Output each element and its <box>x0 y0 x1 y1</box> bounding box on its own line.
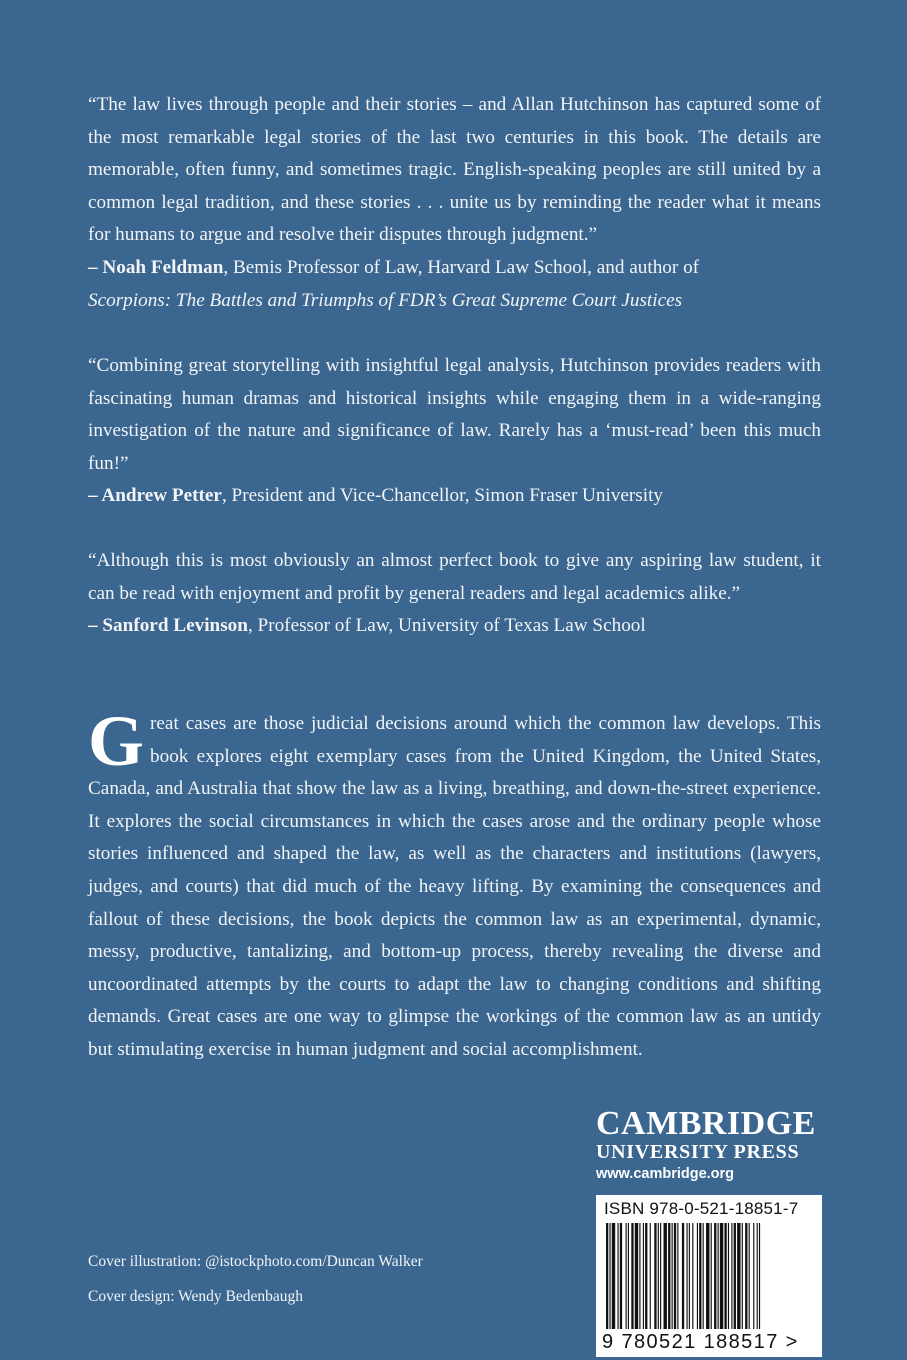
barcode-bar <box>720 1223 723 1329</box>
book-description <box>88 701 821 1067</box>
quote-attribution <box>88 610 821 643</box>
quote-levinson <box>88 545 821 643</box>
quote-petter <box>88 350 821 513</box>
quote-text: “The law lives through people and their stories – and Allan Hutchinson has captured some of the most remarkable legal stories of the last two centuries in this book. The details are memorable, often funny, and sometimes tragic. English-speaking peoples are still united by a common legal tradition, and these stories . . . unite us by reminding the reader what it means for humans to argue and resolve their disputes through judgment.” <box>88 94 821 246</box>
barcode-bar <box>635 1223 638 1329</box>
publisher-name: CAMBRIDGE <box>596 1105 816 1142</box>
barcode-bar <box>742 1223 743 1329</box>
barcode-bar <box>654 1223 656 1329</box>
barcode-bar <box>724 1223 726 1329</box>
barcode-bar <box>677 1223 678 1329</box>
barcode-bar <box>759 1223 760 1329</box>
publisher-press: UNIVERSITY PRESS <box>596 1141 800 1163</box>
barcode-bar <box>672 1223 673 1329</box>
barcode-bar <box>668 1223 670 1329</box>
barcode-bar <box>687 1223 688 1329</box>
barcode-bar <box>674 1223 676 1329</box>
barcode-bar <box>645 1223 647 1329</box>
barcode-bar <box>699 1223 701 1329</box>
cover-design-credit: Cover design: Wendy Bedenbaugh <box>88 1288 303 1305</box>
attribution-name: Andrew Petter <box>101 485 222 507</box>
barcode-bar <box>643 1223 644 1329</box>
barcode-bar <box>682 1223 684 1329</box>
attribution-name: Noah Feldman <box>102 256 224 278</box>
barcode-bar <box>718 1223 719 1329</box>
drop-cap: G <box>88 701 145 781</box>
publisher-url: www.cambridge.org <box>596 1166 735 1182</box>
barcode-bar <box>639 1223 640 1329</box>
barcode-bar <box>714 1223 716 1329</box>
barcode-bar <box>697 1223 698 1329</box>
barcode-bar <box>650 1223 651 1329</box>
attribution-role: , Professor of Law, University of Texas Law School <box>247 615 646 637</box>
barcode-bar <box>609 1223 610 1329</box>
barcode-bar <box>711 1223 712 1329</box>
attribution-dash: – <box>88 256 103 278</box>
attribution-book-title: Scorpions: The Battles and Triumphs of FDR’s Great Supreme Court Justices <box>88 289 683 311</box>
attribution-role: , President and Vice-Chancellor, Simon Fraser University <box>221 485 664 507</box>
quote-feldman <box>88 89 821 317</box>
attribution-dash: – <box>88 485 102 507</box>
barcode-bar <box>606 1223 608 1329</box>
barcode-bar <box>731 1223 732 1329</box>
barcode-bar <box>757 1223 758 1329</box>
barcode-bar <box>703 1223 704 1329</box>
barcode-bar <box>628 1223 629 1329</box>
barcode-bar <box>728 1223 729 1329</box>
barcode-bar <box>749 1223 750 1329</box>
barcode-bar <box>689 1223 690 1329</box>
quote-attribution <box>88 252 821 285</box>
cover-illustration-credit: Cover illustration: @istockphoto.com/Duncan Walker <box>88 1253 423 1270</box>
quote-text: “Although this is most obviously an almost perfect book to give any aspiring law student, it can be read with enjoyment and profit by general readers and legal academics alike.” <box>88 550 821 604</box>
barcode-bar <box>737 1223 740 1329</box>
barcode-bar <box>706 1223 709 1329</box>
barcode-bar <box>612 1223 615 1329</box>
barcode-digits: 9 780521 188517 > <box>602 1331 799 1353</box>
barcode-bar <box>734 1223 736 1329</box>
isbn-barcode <box>596 1195 822 1357</box>
barcode-bar <box>745 1223 747 1329</box>
quote-text: “Combining great storytelling with insightful legal analysis, Hutchinson provides readers with fascinating human dramas and historical insights while engaging them in a wide-ranging investigation of the nature and significance of law. Rarely has a ‘must-read’ been this much fun!” <box>88 355 821 474</box>
barcode-bars <box>602 1223 816 1331</box>
barcode-bar <box>620 1223 622 1329</box>
attribution-role: , Bemis Professor of Law, Harvard Law School, and author of <box>223 256 700 278</box>
barcode-bar <box>660 1223 661 1329</box>
barcode-bar <box>753 1223 754 1329</box>
barcode-bar <box>692 1223 693 1329</box>
attribution-dash: – <box>88 615 103 637</box>
barcode-bar <box>618 1223 619 1329</box>
publisher-logo <box>596 1106 826 1186</box>
description-text: reat cases are those judicial decisions around which the common law develops. This book explores eight exemplary cases from the United Kingdom, the United States, Canada, and Australia that show the law as a living, breathing, and down-the-street experience. It explores the social circumstances in which the cases arose and the ordinary people whose stories influenced and shaped the law, as well as the characters and institutions (lawyers, judges, and courts) that did much of the heavy lifting. By examining the consequences and fallout of these decisions, the book depicts the common law as an experimental, dynamic, messy, productive, tantalizing, and bottom-up process, thereby revealing the diverse and uncoordinated attempts by the courts to adapt the law to changing conditions and shifting demands. Great cases are one way to glimpse the workings of the common law as an untidy but stimulating exercise in human judgment and social accomplishment. <box>88 713 821 1060</box>
barcode-bar <box>658 1223 659 1329</box>
barcode-bar <box>664 1223 667 1329</box>
attribution-name: Sanford Levinson <box>102 615 248 637</box>
barcode-bar <box>631 1223 633 1329</box>
isbn-text: ISBN 978-0-521-18851-7 <box>604 1199 799 1218</box>
barcode-bar <box>626 1223 627 1329</box>
quote-attribution <box>88 480 821 513</box>
